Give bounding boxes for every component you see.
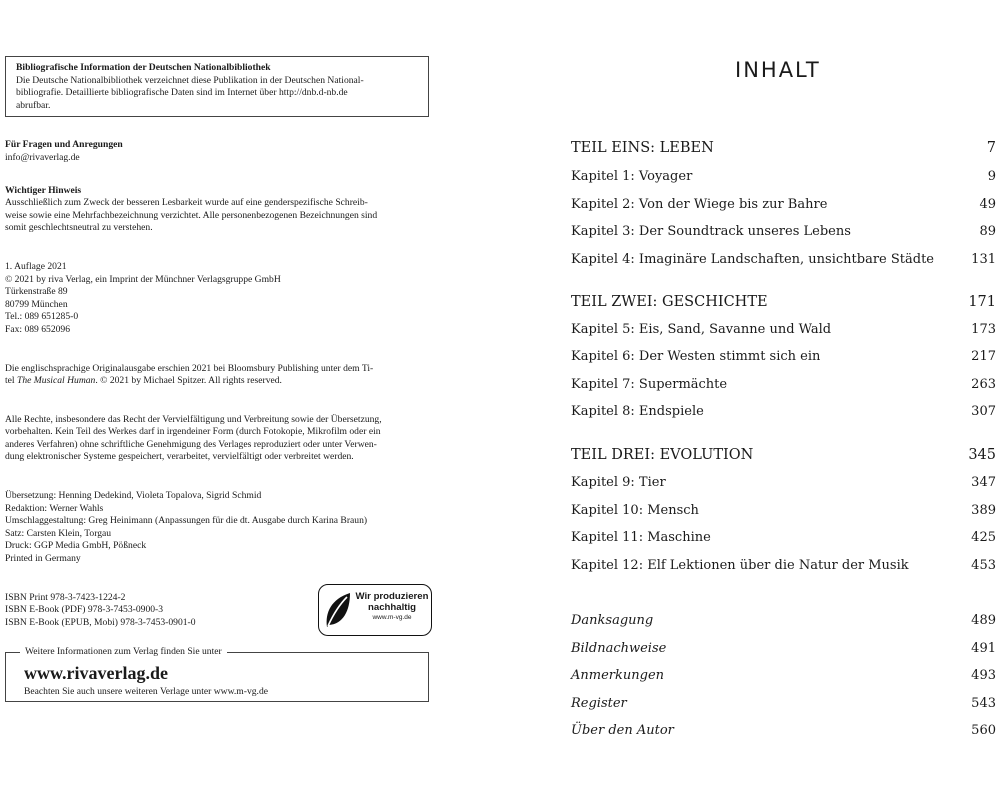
web-legend: Weitere Informationen zum Verlag finden Sie unter xyxy=(20,646,227,659)
toc-entry-page: 347 xyxy=(971,475,996,490)
imprint-page xyxy=(5,56,429,702)
notice-line: somit geschlechtsneutral zu verstehen. xyxy=(5,222,153,234)
toc-appendix-entry[interactable] xyxy=(571,613,996,628)
toc-entry-page: 489 xyxy=(971,613,996,628)
publisher-url[interactable]: www.rivaverlag.de xyxy=(24,662,168,683)
toc-entry-title: Kapitel 7: Supermächte xyxy=(571,377,728,392)
original-title: The Musical Human xyxy=(17,375,96,387)
toc-appendix-entry[interactable] xyxy=(571,641,996,656)
credit-line: Übersetzung: Henning Dedekind, Violeta Topalova, Sigrid Schmid xyxy=(5,490,262,502)
original-edition-line: Die englischsprachige Originalausgabe erschien 2021 bei Bloomsbury Publishing unter dem Ti- xyxy=(5,362,374,374)
toc-entry-title: Kapitel 2: Von der Wiege bis zur Bahre xyxy=(571,197,828,212)
toc-entry-title: Über den Autor xyxy=(571,723,674,738)
toc-entry-page: 217 xyxy=(971,349,996,364)
toc-entry-title: Kapitel 12: Elf Lektionen über die Natur der Musik xyxy=(571,558,909,573)
publisher-web-box xyxy=(5,645,429,702)
toc-entry-title: Kapitel 5: Eis, Sand, Savanne und Wald xyxy=(571,322,832,337)
original-suffix: . © 2021 by Michael Spitzer. All rights reserved. xyxy=(95,375,282,387)
edition-line: 1. Auflage 2021 xyxy=(5,260,67,272)
toc-entry-title: Anmerkungen xyxy=(571,668,665,683)
toc-entry-page: 7 xyxy=(986,140,996,156)
notice-heading: Wichtiger Hinweis xyxy=(5,184,82,196)
toc-entry-title: TEIL EINS: LEBEN xyxy=(571,140,714,156)
toc-entry-title: Kapitel 6: Der Westen stimmt sich ein xyxy=(571,349,821,364)
toc-entry-title: Kapitel 1: Voyager xyxy=(571,169,693,184)
toc-entry-title: Kapitel 10: Mensch xyxy=(571,503,699,518)
toc-appendix-entry[interactable] xyxy=(571,668,996,683)
toc-chapter-entry[interactable] xyxy=(571,377,996,392)
badge-line-2: nachhaltig xyxy=(368,601,416,613)
toc-entry-title: TEIL ZWEI: GESCHICHTE xyxy=(571,294,768,310)
toc-entry-title: Bildnachweise xyxy=(571,641,667,656)
toc-entry-page: 263 xyxy=(971,377,996,392)
rights-line: dung elektronischer Systeme gespeichert, verarbeitet, vervielfältigt oder verbreitet werden. xyxy=(5,451,354,463)
isbn-section xyxy=(5,584,429,634)
bibliographic-info-box xyxy=(5,56,429,117)
toc-entry-page: 307 xyxy=(971,404,996,419)
credit-line: Printed in Germany xyxy=(5,553,81,565)
toc-title: INHALT xyxy=(735,58,821,82)
toc-entry-page: 49 xyxy=(979,197,996,212)
credit-line: Druck: GGP Media GmbH, Pößneck xyxy=(5,540,147,552)
toc-entry-title: Kapitel 8: Endspiele xyxy=(571,404,704,419)
toc-entry-page: 171 xyxy=(968,294,996,310)
credit-line: Redaktion: Werner Wahls xyxy=(5,502,104,514)
phone: Tel.: 089 651285-0 xyxy=(5,311,79,323)
toc-entry-page: 89 xyxy=(979,224,996,239)
toc-entry-title: Kapitel 3: Der Soundtrack unseres Lebens xyxy=(571,224,851,239)
notice-line: weise sowie eine Mehrfachbezeichnung verzichtet. Alle personenbezogenen Bezeichnungen sind xyxy=(5,209,378,221)
toc-entry-page: 493 xyxy=(971,668,996,683)
toc-entry-page: 131 xyxy=(971,252,996,267)
toc-chapter-entry[interactable] xyxy=(571,530,996,545)
toc-appendix-entry[interactable] xyxy=(571,723,996,738)
original-prefix: tel xyxy=(5,375,17,387)
badge-url: www.m-vg.de xyxy=(372,613,412,621)
notice-line: Ausschließlich zum Zweck der besseren Lesbarkeit wurde auf eine genderspezifische Schreib- xyxy=(5,197,368,209)
original-edition-line xyxy=(5,375,429,388)
toc-entry-title: Danksagung xyxy=(571,613,654,628)
toc-entry-title: Register xyxy=(571,696,627,711)
toc-chapter-entry[interactable] xyxy=(571,224,996,239)
toc-appendix-entry[interactable] xyxy=(571,696,996,711)
biblio-line: Die Deutsche Nationalbibliothek verzeichnet diese Publikation in der Deutschen National- xyxy=(16,74,364,86)
toc-entry-title: Kapitel 4: Imaginäre Landschaften, unsichtbare Städte xyxy=(571,252,934,267)
toc-chapter-entry[interactable] xyxy=(571,349,996,364)
toc-chapter-entry[interactable] xyxy=(571,252,996,267)
toc-part-entry[interactable] xyxy=(571,140,996,156)
rights-line: anderes Verfahren) ohne schriftliche Genehmigung des Verlages reproduziert oder unter Verwen- xyxy=(5,438,377,450)
isbn-epub: ISBN E-Book (EPUB, Mobi) 978-3-7453-0901-0 xyxy=(5,616,196,628)
toc-chapter-entry[interactable] xyxy=(571,475,996,490)
copyright-line: © 2021 by riva Verlag, ein Imprint der Münchner Verlagsgruppe GmbH xyxy=(5,273,281,285)
toc-entry-title: Kapitel 11: Maschine xyxy=(571,530,711,545)
toc-entry-page: 9 xyxy=(987,169,996,184)
toc-entry-page: 560 xyxy=(971,723,996,738)
credit-line: Satz: Carsten Klein, Torgau xyxy=(5,527,112,539)
isbn-print: ISBN Print 978-3-7423-1224-2 xyxy=(5,591,126,603)
address-street: Türkenstraße 89 xyxy=(5,286,68,298)
rights-line: Alle Rechte, insbesondere das Recht der Vervielfältigung und Verbreitung sowie der Übersetzung, xyxy=(5,413,382,425)
toc-chapter-entry[interactable] xyxy=(571,558,996,573)
biblio-line: abrufbar. xyxy=(16,99,51,111)
leaf-icon xyxy=(323,591,353,629)
fax: Fax: 089 652096 xyxy=(5,323,71,335)
toc-part-entry[interactable] xyxy=(571,294,996,310)
web-note: Beachten Sie auch unsere weiteren Verlage unter www.m-vg.de xyxy=(24,685,269,697)
toc-chapter-entry[interactable] xyxy=(571,322,996,337)
toc-entry-page: 543 xyxy=(971,696,996,711)
toc-entry-title: TEIL DREI: EVOLUTION xyxy=(571,447,754,463)
address-city: 80799 München xyxy=(5,298,68,310)
contact-email[interactable]: info@rivaverlag.de xyxy=(5,151,80,163)
sustainability-badge xyxy=(318,584,432,636)
contact-heading: Für Fragen und Anregungen xyxy=(5,139,123,151)
toc-entry-page: 389 xyxy=(971,503,996,518)
badge-line-1: Wir produzieren xyxy=(355,590,429,602)
toc-entry-page: 345 xyxy=(968,447,996,463)
toc-chapter-entry[interactable] xyxy=(571,404,996,419)
biblio-line: bibliografie. Detaillierte bibliografische Daten sind im Internet über http://dnb.d-nb.de xyxy=(16,87,348,99)
toc-chapter-entry[interactable] xyxy=(571,169,996,184)
isbn-pdf: ISBN E-Book (PDF) 978-3-7453-0900-3 xyxy=(5,604,164,616)
toc-entry-page: 491 xyxy=(971,641,996,656)
toc-part-entry[interactable] xyxy=(571,447,996,463)
biblio-heading: Bibliografische Information der Deutschen Nationalbibliothek xyxy=(16,62,271,73)
toc-entry-page: 453 xyxy=(971,558,996,573)
toc-entry-title: Kapitel 9: Tier xyxy=(571,475,666,490)
rights-line: vorbehalten. Kein Teil des Werkes darf in irgendeiner Form (durch Fotokopie, Mikrofilm oder ein xyxy=(5,426,381,438)
toc-chapter-entry[interactable] xyxy=(571,503,996,518)
toc-entry-page: 425 xyxy=(971,530,996,545)
toc-chapter-entry[interactable] xyxy=(571,197,996,212)
credit-line: Umschlaggestaltung: Greg Heinimann (Anpassungen für die dt. Ausgabe durch Karina Braun) xyxy=(5,515,368,527)
toc-entry-page: 173 xyxy=(971,322,996,337)
